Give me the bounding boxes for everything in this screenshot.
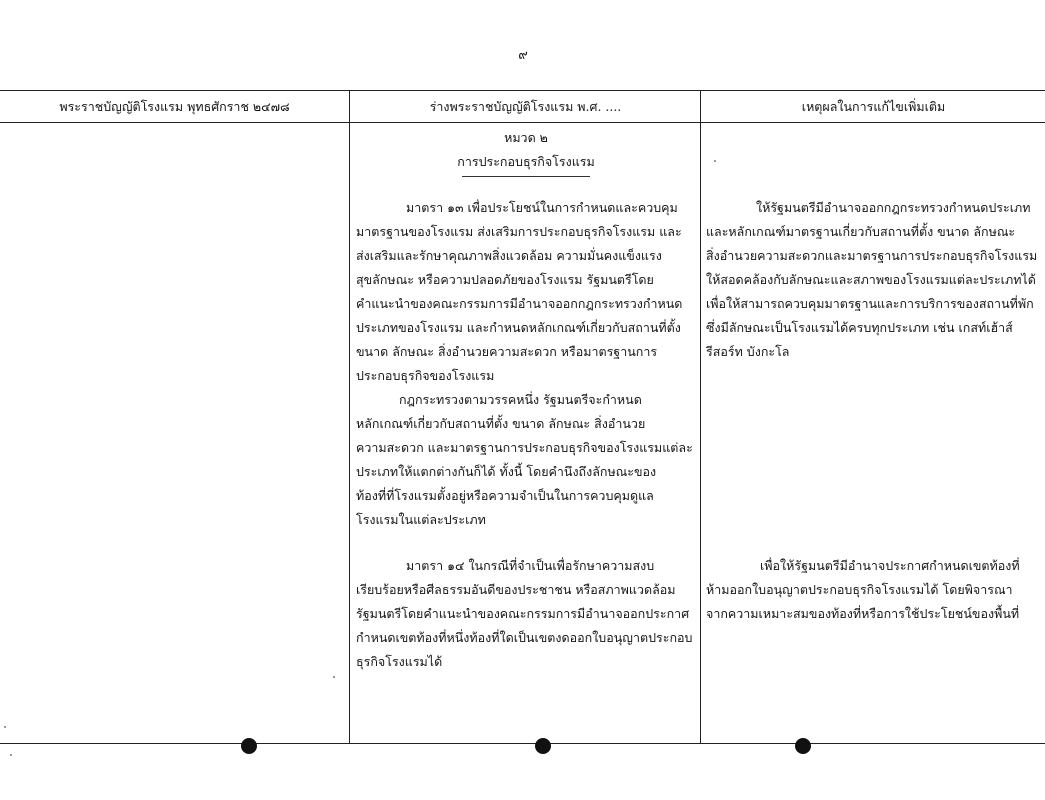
column-header-current-act: พระราชบัญญัติโรงแรม พุทธศักราช ๒๔๗๘	[59, 99, 290, 114]
page-number: ๙	[518, 48, 528, 63]
scan-speck	[4, 726, 6, 728]
scan-speck	[714, 160, 716, 162]
scan-speck	[333, 676, 335, 678]
draft-section-13-line: ส่งเสริมและรักษาคุณภาพสิ่งแวดล้อม ความมั่นคงแข็งแรง	[356, 248, 662, 263]
draft-section-14-line: เรียบร้อยหรือศีลธรรมอันดีของประชาชน หรือสภาพแวดล้อม	[356, 582, 676, 597]
reason-1-line: รีสอร์ท บังกะโล	[706, 344, 790, 359]
reason-2-line: จากความเหมาะสมของท้องที่หรือการใช้ประโยชน์ของพื้นที่	[706, 606, 1020, 621]
reason-2-line: ห้ามออกใบอนุญาตประกอบธุรกิจโรงแรมได้ โดยพิจารณา	[706, 582, 1013, 597]
chapter-underline	[462, 176, 590, 177]
draft-section-13-line: มาตรา ๑๓ เพื่อประโยชน์ในการกำหนดและควบคุม	[406, 200, 678, 215]
table-bottom-border	[0, 743, 1045, 744]
binder-hole	[795, 738, 811, 754]
chapter-title: การประกอบธุรกิจโรงแรม	[457, 154, 595, 169]
chapter-number: หมวด ๒	[504, 130, 548, 145]
table-header-divider	[0, 122, 1045, 123]
column-divider-2	[700, 90, 701, 744]
binder-hole	[535, 738, 551, 754]
draft-section-13-line: คำแนะนำของคณะกรรมการมีอำนาจออกกฎกระทรวงกำหนด	[356, 296, 683, 311]
draft-section-13-line: สุขลักษณะ หรือความปลอดภัยของโรงแรม รัฐมนตรีโดย	[356, 272, 654, 287]
reason-1-line: และหลักเกณฑ์มาตรฐานเกี่ยวกับสถานที่ตั้ง ขนาด ลักษณะ	[706, 224, 1016, 239]
draft-section-14-line: กำหนดเขตท้องที่หนึ่งท้องที่ใดเป็นเขตงดออกใบอนุญาตประกอบ	[356, 630, 693, 645]
draft-section-13-line: ขนาด ลักษณะ สิ่งอำนวยความสะดวก หรือมาตรฐานการ	[356, 344, 658, 359]
draft-section-13-para2-line: หลักเกณฑ์เกี่ยวกับสถานที่ตั้ง ขนาด ลักษณะ สิ่งอำนวย	[356, 416, 646, 431]
draft-section-14-line: รัฐมนตรีโดยคำแนะนำของคณะกรรมการมีอำนาจออกประกาศ	[356, 606, 690, 621]
draft-section-13-line: มาตรฐานของโรงแรม ส่งเสริมการประกอบธุรกิจโรงแรม และ	[356, 224, 682, 239]
column-header-draft-act: ร่างพระราชบัญญัติโรงแรม พ.ศ. ....	[429, 99, 622, 114]
reason-1-line: ซึ่งมีลักษณะเป็นโรงแรมได้ครบทุกประเภท เช่น เกสท์เฮ้าส์	[706, 320, 1013, 335]
draft-section-13-para2-line: ท้องที่ที่โรงแรมตั้งอยู่หรือความจำเป็นในการควบคุมดูแล	[356, 488, 654, 503]
draft-section-14-line: มาตรา ๑๔ ในกรณีที่จำเป็นเพื่อรักษาความสงบ	[406, 558, 655, 573]
draft-section-13-para2-line: กฎกระทรวงตามวรรคหนึ่ง รัฐมนตรีจะกำหนด	[399, 392, 642, 407]
binder-hole	[241, 738, 257, 754]
column-header-reasons: เหตุผลในการแก้ไขเพิ่มเติม	[801, 99, 946, 114]
reason-1-line: ให้รัฐมนตรีมีอำนาจออกกฎกระทรวงกำหนดประเภท	[756, 200, 1031, 215]
draft-section-14-line: ธุรกิจโรงแรมได้	[356, 654, 443, 669]
table-top-border	[0, 90, 1045, 91]
column-divider-1	[349, 90, 350, 744]
draft-section-13-para2-line: ความสะดวก และมาตรฐานการประกอบธุรกิจของโรงแรมแต่ละ	[356, 440, 693, 455]
draft-section-13-line: ประกอบธุรกิจของโรงแรม	[356, 368, 495, 383]
reason-1-line: เพื่อให้สามารถควบคุมมาตรฐานและการบริการของสถานที่พัก	[706, 296, 1034, 311]
reason-1-line: สิ่งอำนวยความสะดวกและมาตรฐานการประกอบธุรกิจโรงแรม	[706, 248, 1038, 263]
draft-section-13-para2-line: ประเภทให้แตกต่างกันก็ได้ ทั้งนี้ โดยคำนึงถึงลักษณะของ	[356, 464, 657, 479]
reason-2-line: เพื่อให้รัฐมนตรีมีอำนาจประกาศกำหนดเขตท้องที่	[760, 558, 1020, 573]
reason-1-line: ให้สอดคล้องกับลักษณะและสภาพของโรงแรมแต่ละประเภทได้	[706, 272, 1036, 287]
draft-section-13-line: ประเภทของโรงแรม และกำหนดหลักเกณฑ์เกี่ยวกับสถานที่ตั้ง	[356, 320, 681, 335]
scan-speck	[10, 754, 12, 756]
draft-section-13-para2-line: โรงแรมในแต่ละประเภท	[356, 512, 486, 527]
